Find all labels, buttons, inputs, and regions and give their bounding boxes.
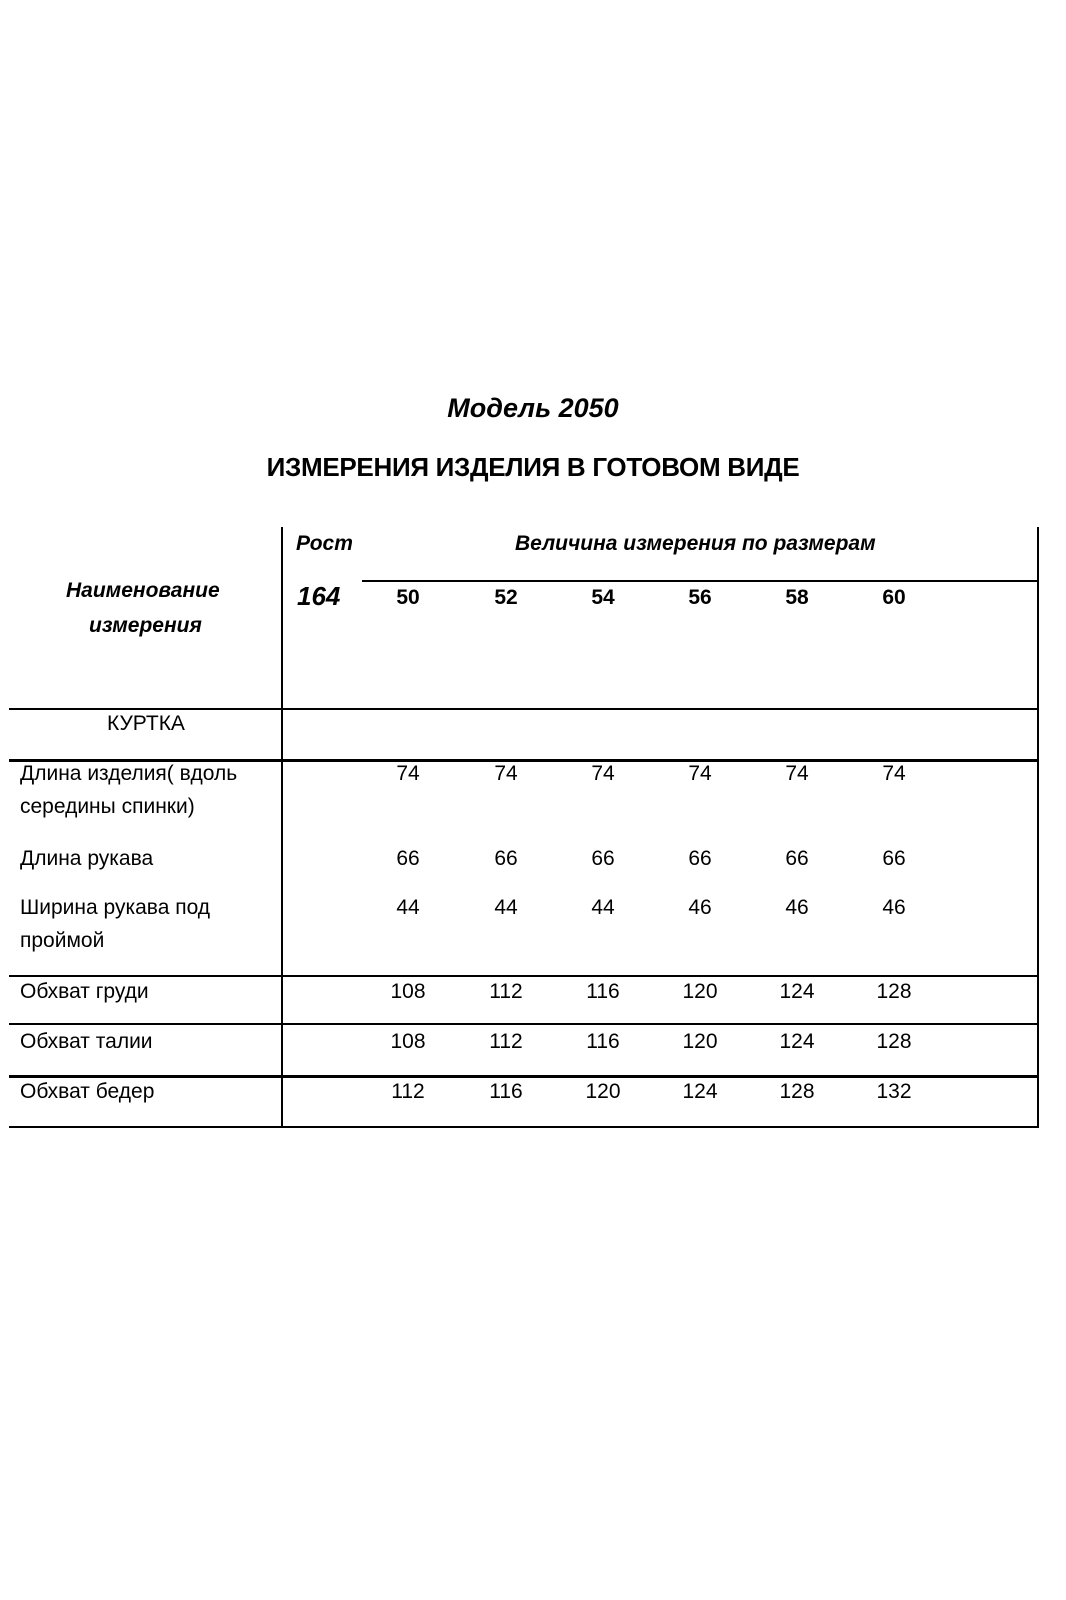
table-cell: 112 bbox=[489, 980, 523, 1003]
table-cell: 132 bbox=[876, 1080, 912, 1103]
table-cell: 128 bbox=[779, 1080, 815, 1103]
table-cell: 74 bbox=[882, 762, 906, 785]
table-cell: 124 bbox=[682, 1080, 718, 1103]
table-cell: 120 bbox=[682, 980, 718, 1003]
table-cell: 46 bbox=[688, 896, 712, 919]
height-label: Рост bbox=[296, 532, 353, 555]
size-header: 58 bbox=[785, 586, 809, 609]
model-title: Модель 2050 bbox=[447, 393, 619, 423]
name-column-header-line1: Наименование bbox=[66, 579, 220, 602]
table-cell: 66 bbox=[494, 847, 518, 870]
table-cell: 120 bbox=[585, 1080, 621, 1103]
table-cell: 66 bbox=[785, 847, 809, 870]
table-cell: 74 bbox=[494, 762, 518, 785]
table-cell: 74 bbox=[785, 762, 809, 785]
table-cell: 124 bbox=[779, 1030, 815, 1053]
table-bottom-line bbox=[9, 1126, 1039, 1128]
table-cell: 116 bbox=[586, 980, 620, 1003]
table-cell: 66 bbox=[591, 847, 615, 870]
table-cell: 112 bbox=[489, 1030, 523, 1053]
row-label: Ширина рукава под bbox=[20, 896, 211, 919]
vertical-divider-name-column bbox=[281, 527, 283, 1128]
table-cell: 66 bbox=[396, 847, 420, 870]
size-header: 56 bbox=[688, 586, 712, 609]
table-cell: 46 bbox=[785, 896, 809, 919]
table-cell: 44 bbox=[396, 896, 420, 919]
table-cell: 124 bbox=[779, 980, 815, 1003]
size-header: 54 bbox=[591, 586, 615, 609]
table-cell: 128 bbox=[876, 1030, 912, 1053]
table-cell: 74 bbox=[396, 762, 420, 785]
row-label: Длина изделия( вдоль bbox=[20, 762, 238, 785]
table-cell: 128 bbox=[876, 980, 912, 1003]
row-label: Обхват бедер bbox=[20, 1080, 155, 1103]
row-label-continued: середины спинки) bbox=[20, 795, 195, 818]
table-cell: 108 bbox=[390, 980, 426, 1003]
table-cell: 116 bbox=[586, 1030, 620, 1053]
section-label: КУРТКА bbox=[107, 712, 185, 735]
table-cell: 44 bbox=[591, 896, 615, 919]
sizes-header: Величина измерения по размерам bbox=[515, 532, 876, 555]
row-separator-waist bbox=[9, 1023, 1039, 1025]
table-cell: 74 bbox=[688, 762, 712, 785]
vertical-border-right bbox=[1037, 527, 1039, 1128]
row-label: Обхват груди bbox=[20, 980, 149, 1003]
table-cell: 120 bbox=[682, 1030, 718, 1053]
page-title: ИЗМЕРЕНИЯ ИЗДЕЛИЯ В ГОТОВОМ ВИДЕ bbox=[266, 452, 800, 482]
row-label: Обхват талии bbox=[20, 1030, 153, 1053]
size-header: 60 bbox=[882, 586, 906, 609]
table-cell: 116 bbox=[489, 1080, 523, 1103]
height-value: 164 bbox=[297, 581, 341, 611]
size-header: 52 bbox=[494, 586, 518, 609]
table-cell: 108 bbox=[390, 1030, 426, 1053]
table-cell: 44 bbox=[494, 896, 518, 919]
row-label: Длина рукава bbox=[20, 847, 154, 870]
table-cell: 66 bbox=[882, 847, 906, 870]
row-label-continued: проймой bbox=[20, 929, 105, 952]
size-header: 50 bbox=[396, 586, 420, 609]
name-column-header-line2: измерения bbox=[89, 614, 202, 637]
table-cell: 74 bbox=[591, 762, 615, 785]
table-cell: 46 bbox=[882, 896, 906, 919]
table-cell: 66 bbox=[688, 847, 712, 870]
table-cell: 112 bbox=[391, 1080, 425, 1103]
